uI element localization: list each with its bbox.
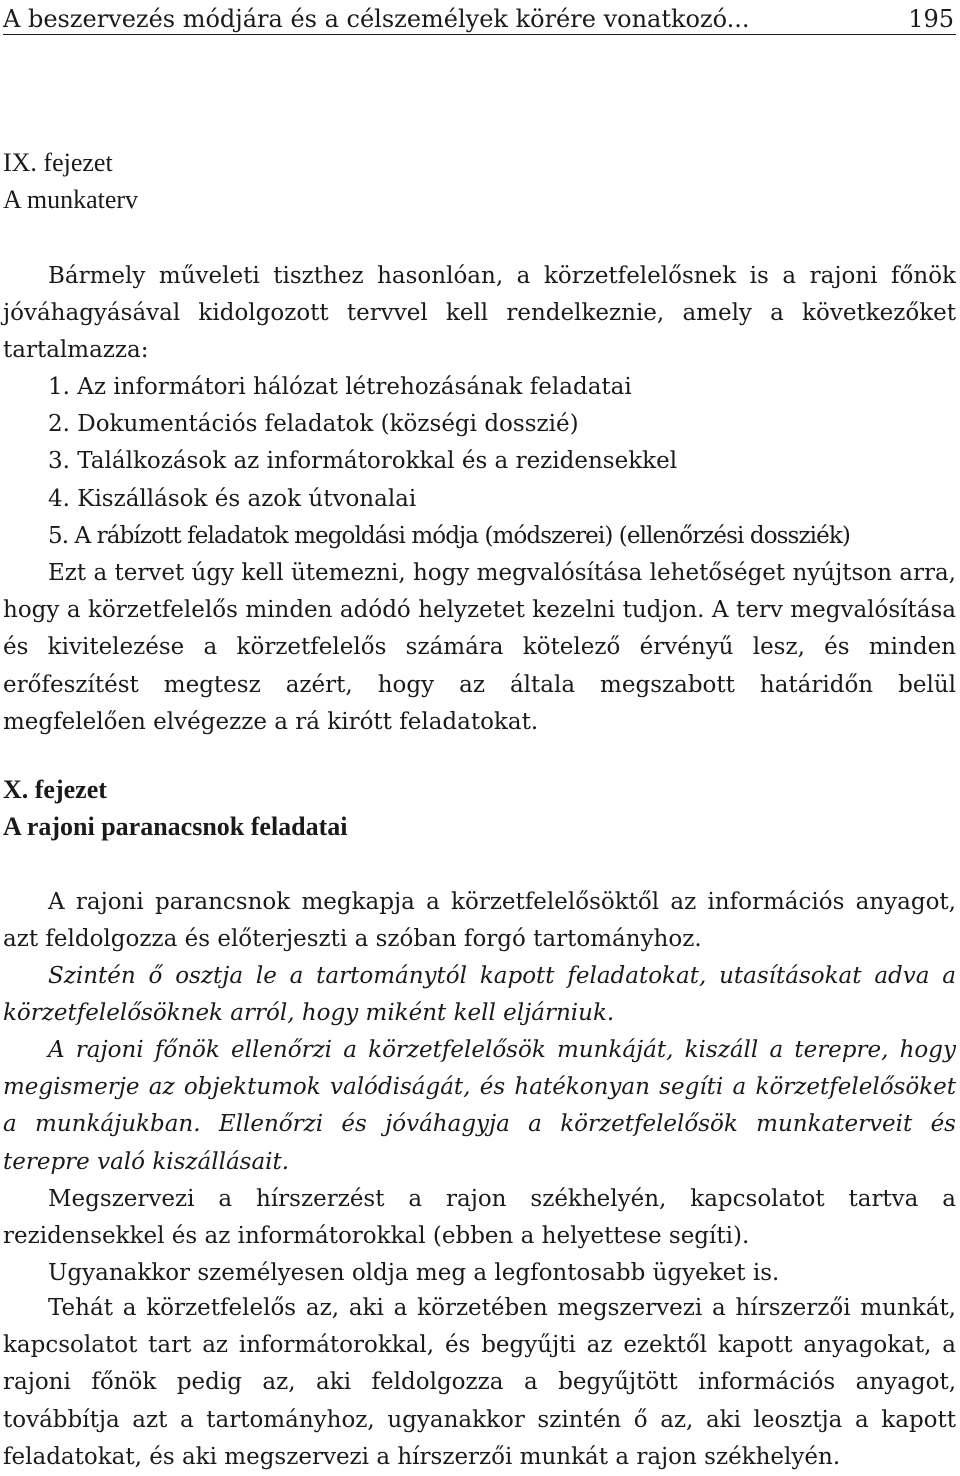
list-item: 1. Az informátori hálózat létrehozásának feladatai: [48, 374, 632, 400]
list-item: 3. Találkozások az informátorokkal és a rezidensekkel: [48, 448, 678, 475]
plan-items-list: [48, 369, 958, 555]
chapter-10-p4: [3, 1181, 956, 1255]
chapter-9-title: A munkaterv: [3, 185, 139, 214]
paragraph: A rajoni főnök ellenőrzi a körzetfelelősök munkáját, kiszáll a terepre, hogy megismerje az objektumok valódiságát, és hatékonyan segíti a körzetfelelősöket a munkájukban. Ellenőrzi és jóváhagyja a körzetfelelősök munkaterveit és terepre való kiszállásait.: [3, 1037, 956, 1175]
paragraph: Ezt a tervet úgy kell ütemezni, hogy megvalósítása lehetőséget nyújtson arra, hogy a körzetfelelős minden adódó helyzetet kezelni tudjon. A terv megvalósítása és kivitelezése a körzetfelelős számára kötelező érvényű lesz, és minden erőfeszítést megtesz azért, hogy az általa megszabott határidőn belül megfelelően elvégezze a rá kirótt feladatokat.: [3, 560, 956, 735]
chapter-9-intro: [3, 258, 956, 370]
chapter-9-number: IX. fejezet: [3, 148, 113, 177]
header-title: A beszervezés módjára és a célszemélyek körére vonatkozó...: [3, 5, 750, 33]
paragraph: Tehát a körzetfelelős az, aki a körzetében megszervezi a hírszerzői munkát, kapcsolatot tart az informátorokkal, és begyűjti az ezektől kapott anyagokat, a rajoni főnök pedig az, aki feldolgozza a begyűjtött információs anyagot, továbbítja azt a tartományhoz, ugyanakkor szintén ő az, aki leosztja a kapott feladatokat, és aki megszervezi a hírszerzői munkát a rajon székhelyén.: [3, 1295, 956, 1470]
paragraph: Megszervezi a hírszerzést a rajon székhelyén, kapcsolatot tartva a rezidensekkel és az informátorokkal (ebben a helyettese segíti).: [3, 1186, 956, 1250]
paragraph: Szintén ő osztja le a tartománytól kapott feladatokat, utasításokat adva a körzetfelelősöknek arról, hogy miként kell eljárniuk.: [3, 963, 956, 1027]
chapter-10-number: X. fejezet: [3, 775, 107, 804]
chapter-10-p3: [3, 1032, 956, 1181]
chapter-10-p1: [3, 884, 956, 958]
list-item: 2. Dokumentációs feladatok (községi dosszié): [48, 411, 579, 438]
list-item: 5. A rábízott feladatok megoldási módja (módszerei) (ellenőrzési dossziék): [48, 522, 850, 549]
chapter-9-after: [3, 555, 956, 741]
paragraph: Bármely műveleti tiszthez hasonlóan, a körzetfelelősnek is a rajoni főnök jóváhagyásával kidolgozott tervvel kell rendelkeznie, amely a következőket tartalmazza:: [3, 263, 956, 364]
running-header: [3, 4, 956, 35]
paragraph: Ugyanakkor személyesen oldja meg a legfontosabb ügyeket is.: [48, 1260, 780, 1286]
chapter-10-p5: [3, 1255, 956, 1292]
page-number: 195: [908, 5, 954, 33]
paragraph: A rajoni parancsnok megkapja a körzetfelelősöktől az információs anyagot, azt feldolgozza és előterjeszti a szóban forgó tartományhoz.: [3, 889, 956, 953]
chapter-10-p2: [3, 958, 956, 1032]
chapter-10-p6: [3, 1290, 956, 1476]
chapter-10-title: A rajoni paranacsnok feladatai: [3, 812, 348, 841]
list-item: 4. Kiszállások és azok útvonalai: [48, 485, 417, 512]
